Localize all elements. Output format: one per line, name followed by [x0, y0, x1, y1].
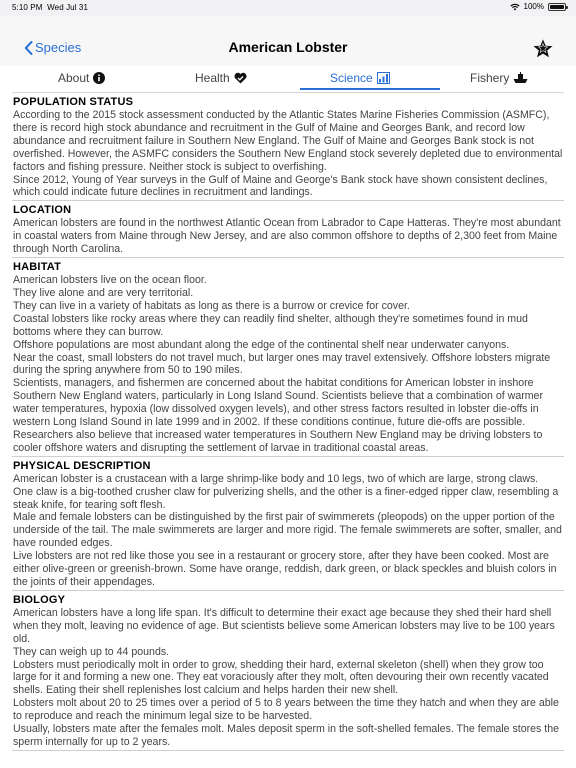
content-section: [12, 93, 564, 201]
status-date: Wed Jul 31: [47, 3, 89, 12]
tab-science[interactable]: [330, 71, 390, 85]
section-paragraph: Live lobsters are not red like those you see in a restaurant or grocery store, after they have been cooked. Most are either olive-green or greenish-brown. Some have orange, reddish, dark green, or black speckles and bluish colors in the joints of their appendages.: [13, 550, 557, 588]
section-paragraph: Offshore populations are most abundant along the edge of the continental shelf near underwater canyons.: [13, 338, 510, 351]
wifi-icon: [510, 3, 520, 11]
section-paragraph: According to the 2015 stock assessment conducted by the Atlantic States Marine Fisheries Commission (ASMFC), there is record high stock abundance and recruitment in the Gulf of Maine and Georges Bank, and record low abundance and recruitment failure in Southern New England. The Gulf of Maine and Georges Bank stock is not overfished. However, the ASMFC considers the Southern New England stock severely depleted due to environmental factors and fishing pressure. Neither stock is subject to overfishing.: [13, 109, 563, 173]
section-paragraph: Lobsters must periodically molt in order to grow, shedding their hard, external skeleton (shell) when they grow too large for it and forming a new one. They eat voraciously after they molt, often devouring their own recently vacated shells. Eating their shell replenishes lost calcium and helps harden their new shell.: [13, 658, 549, 697]
section-paragraph: Since 2012, Young of Year surveys in the Gulf of Maine and George's Bank stock have shown consistent declines, which could indicate future declines in recruitment and landings.: [13, 173, 548, 199]
content-section: [12, 201, 564, 258]
chart-icon: [377, 72, 390, 84]
status-indicators: [510, 2, 566, 11]
tab-health[interactable]: [195, 71, 247, 85]
info-icon: [93, 72, 105, 84]
section-paragraph: American lobsters live on the ocean floor.: [13, 274, 207, 287]
section-heading: LOCATION: [13, 204, 72, 217]
status-bar: [0, 0, 576, 16]
heart-check-icon: [234, 72, 247, 84]
section-paragraph: They can weigh up to 44 pounds.: [13, 645, 170, 658]
navigation-bar: [0, 16, 576, 66]
section-paragraph: American lobsters are found in the northwest Atlantic Ocean from Labrador to Cape Hatteras. They're most abundant in coastal waters from Maine through New Jersey, and are also common offshore to depths of 2,300 feet from Maine through North Carolina.: [13, 217, 561, 256]
boat-icon: [513, 72, 528, 84]
tab-health-label: Health: [195, 71, 230, 85]
tab-about-label: About: [58, 71, 90, 85]
section-paragraph: One claw is a big-toothed crusher claw for pulverizing shells, and the other is a finer-edged ripper claw, resembling a steak knife, for tearing soft flesh.: [13, 485, 559, 511]
active-tab-indicator: [300, 88, 440, 90]
section-heading: POPULATION STATUS: [13, 96, 134, 108]
section-paragraph: Lobsters molt about 20 to 25 times over a period of 5 to 8 years between the time they hatch and when they are able to reproduce and reach the minimum legal size to be harvested.: [13, 697, 559, 723]
section-tab-bar: [12, 66, 564, 93]
section-heading: HABITAT: [13, 261, 62, 274]
section-paragraph: They live alone and are very territorial.: [13, 286, 194, 299]
page-title: American Lobster: [228, 39, 348, 55]
content-section: [12, 258, 564, 457]
section-paragraph: American lobster is a crustacean with a large shrimp-like body and 10 legs, two of which are large, strong claws.: [13, 472, 539, 485]
tab-science-label: Science: [330, 71, 373, 85]
section-heading: BIOLOGY: [13, 593, 66, 606]
favorite-star-icon[interactable]: [532, 38, 554, 60]
section-paragraph: Near the coast, small lobsters do not travel much, but larger ones may travel extensively. Offshore lobsters migrate during the spring anywhere from 50 to 190 miles.: [13, 351, 551, 377]
battery-icon: [548, 3, 566, 11]
status-time-date: [12, 3, 88, 12]
tab-fishery[interactable]: [470, 71, 528, 85]
section-paragraph: Coastal lobsters like rocky areas where they can readily find shelter, although they're sometimes found in mud bottoms where they can burrow.: [13, 312, 528, 338]
tab-about[interactable]: [58, 71, 105, 85]
section-paragraph: Male and female lobsters can be distinguished by the first pair of swimmerets (pleopods) on the upper portion of the underside of the tail. The male swimmerets are larger and more rigid. The female swimmerets are softer, smaller, and have rounded edges.: [13, 511, 562, 550]
tab-fishery-label: Fishery: [470, 71, 510, 85]
section-paragraph: Usually, lobsters mate after the females molt. Males deposit sperm in the soft-shelled females. The female stores the sperm internally for up to 2 years.: [13, 723, 560, 748]
status-time: 5:10 PM: [12, 3, 43, 12]
section-paragraph: They can live in a variety of habitats as long as there is a burrow or crevice for cover.: [13, 299, 410, 312]
content-section: [12, 457, 564, 591]
species-science-content[interactable]: [12, 93, 564, 768]
back-button-label: Species: [35, 40, 82, 55]
section-heading: PHYSICAL DESCRIPTION: [13, 459, 151, 472]
battery-percent: 100%: [523, 2, 544, 11]
content-section: [12, 591, 564, 751]
section-paragraph: Scientists, managers, and fishermen are concerned about the habitat conditions for American lobster in inshore Southern New England waters, particularly in Long Island Sound. Scientists believe that a combination of warmer water temperatures, hypoxia (low dissolved oxygen levels), and other stress factors resulted in lobster die-offs in western Long Island Sound in late 1999 and in 2002. If these conditions continue, future die-offs are possible. Researchers also believe that increased water temperatures in Southern New England may be driving lobsters to cooler offshore waters and disrupting the settlement of larvae in traditional coastal areas.: [13, 377, 543, 454]
section-paragraph: American lobsters have a long life span. It's difficult to determine their exact age because they shed their hard shell when they molt, leaving no evidence of age. But scientists believe some American lobsters may live to be 100 years old.: [13, 606, 555, 645]
